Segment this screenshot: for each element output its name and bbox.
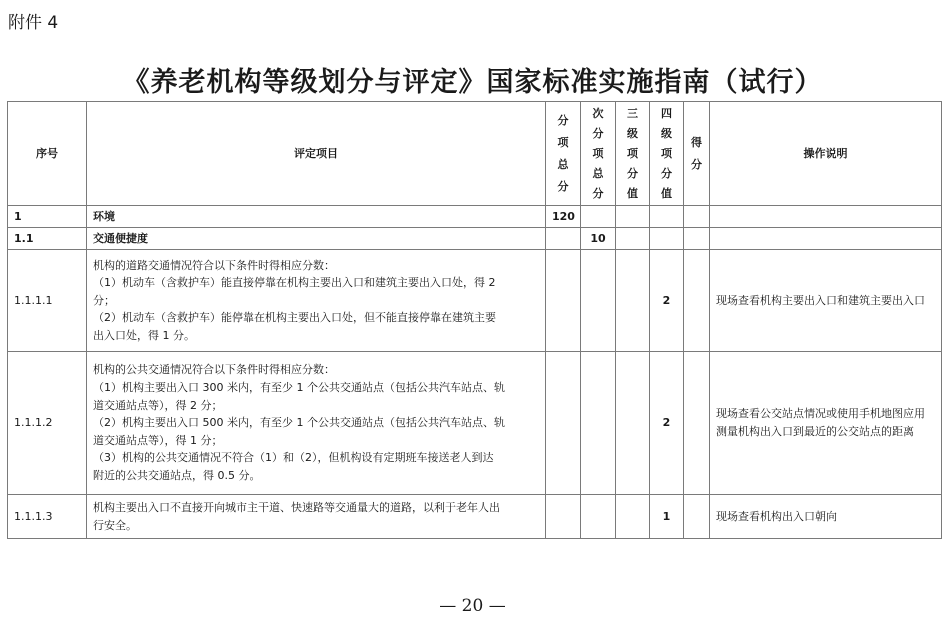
table-row — [8, 352, 942, 495]
header-seq: 序号 — [8, 102, 87, 206]
header-sub-total: 分 项 总 分 — [546, 102, 581, 206]
header-row — [8, 102, 942, 206]
row-item: 环境 — [87, 206, 546, 228]
header-level3: 三 级 项 分 值 — [616, 102, 650, 206]
table-row — [8, 206, 942, 228]
header-item: 评定项目 — [87, 102, 546, 206]
header-op: 操作说明 — [710, 102, 942, 206]
page-number: — 20 — — [439, 596, 506, 616]
row-level4: 2 — [650, 250, 684, 352]
row-sub-total: 120 — [546, 206, 581, 228]
document-title: 《养老机构等级划分与评定》国家标准实施指南（试行） — [122, 67, 823, 98]
row-description: 机构的道路交通情况符合以下条件时得相应分数： （1）机动车（含救护车）能直接停靠在机构主要出入口和建筑主要出入口处，得 2 分； （2）机动车（含救护车）能停靠在机构主要出入口处，但不能直接停靠在建筑主要 出入口处，得 1 分。 — [87, 250, 546, 352]
attachment-label: 附件 4 — [8, 13, 59, 33]
row-seq: 1 — [8, 206, 87, 228]
row-description: 机构的公共交通情况符合以下条件时得相应分数： （1）机构主要出入口 300 米内，有至少 1 个公共交通站点（包括公共汽车站点、轨 道交通站点等），得 2 分； （2）机构主要出入口 500 米内，有至少 1 个公共交通站点（包括公共汽车站点、轨 道交通站点等），得 1 分； （3）机构的公共交通情况不符合（1）和（2），但机构设有定期班车接送老人到达 附近的公共交通站点，得 0.5 分。 — [87, 352, 546, 495]
header-sec-total: 次 分 项 总 分 — [581, 102, 616, 206]
row-op: 现场查看公交站点情况或使用手机地图应用测量机构出入口到最近的公交站点的距离 — [710, 352, 942, 495]
table-row — [8, 495, 942, 539]
row-level4: 2 — [650, 352, 684, 495]
row-op: 现场查看机构出入口朝向 — [710, 495, 942, 539]
row-item: 交通便捷度 — [87, 228, 546, 250]
row-seq: 1.1 — [8, 228, 87, 250]
rating-table — [7, 101, 942, 539]
header-score: 得 分 — [684, 102, 710, 206]
row-seq: 1.1.1.2 — [8, 352, 87, 495]
row-seq: 1.1.1.1 — [8, 250, 87, 352]
header-level4: 四 级 项 分 值 — [650, 102, 684, 206]
row-level4: 1 — [650, 495, 684, 539]
row-sec-total: 10 — [581, 228, 616, 250]
row-description: 机构主要出入口不直接开向城市主干道、快速路等交通量大的道路，以利于老年人出 行安全。 — [87, 495, 546, 539]
table-row — [8, 228, 942, 250]
row-seq: 1.1.1.3 — [8, 495, 87, 539]
table-row — [8, 250, 942, 352]
row-op: 现场查看机构主要出入口和建筑主要出入口 — [710, 250, 942, 352]
